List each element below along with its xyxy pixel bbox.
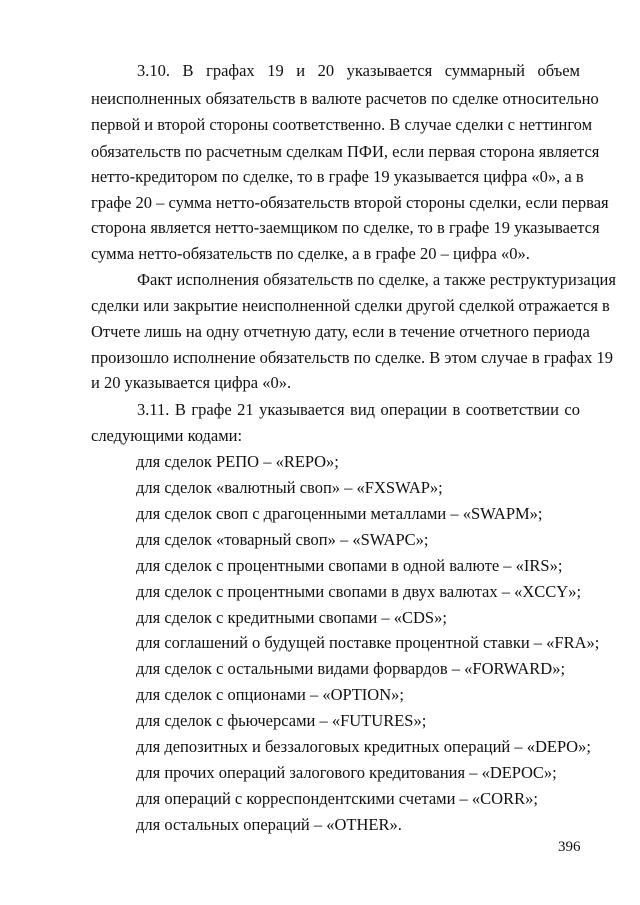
code-list-item: для сделок с фьючерсами – «FUTURES»; (136, 711, 427, 730)
para-3-10-line-4: обязательств по расчетным сделкам ПФИ, если первая сторона является (91, 142, 600, 161)
code-list-item: для сделок РЕПО – «REPO»; (136, 452, 339, 471)
para-3-11-line-1: 3.11. В графе 21 указывается вид операции в соответствии со (137, 400, 580, 419)
code-list-item: для сделок с остальными видами форвардов – «FORWARD»; (136, 659, 566, 678)
code-list-item: для остальных операций – «OTHER». (136, 815, 402, 834)
code-list-item: для сделок с процентными свопами в двух валютах – «XCCY»; (136, 582, 582, 601)
para-3-11-line-2: следующими кодами: (91, 426, 243, 445)
page-number: 396 (558, 839, 581, 855)
para-3-10-line-7: сторона является нетто-заемщиком по сделке, то в графе 19 указывается (91, 218, 600, 237)
para-3-10-line-2: неисполненных обязательств в валюте расчетов по сделке относительно (91, 89, 599, 108)
code-list-item: для сделок с кредитными свопами – «CDS»; (136, 608, 447, 627)
para-3-10-line-6: графе 20 – сумма нетто-обязательств второй стороны сделки, если первая (91, 193, 609, 212)
code-list-item: для сделок с опционами – «OPTION»; (136, 685, 404, 704)
code-list-item: для депозитных и беззалоговых кредитных операций – «DEPO»; (136, 737, 591, 756)
code-list-item: для сделок «валютный своп» – «FXSWAP»; (136, 478, 443, 497)
para-fact-line-3: Отчете лишь на одну отчетную дату, если в течение отчетного периода (91, 322, 590, 341)
code-list-item: для соглашений о будущей поставке процентной ставки – «FRA»; (136, 633, 600, 652)
para-fact-line-1: Факт исполнения обязательств по сделке, а также реструктуризация (137, 270, 616, 289)
code-list-item: для прочих операций залогового кредитования – «DEPOC»; (136, 763, 557, 782)
code-list-item: для сделок «товарный своп» – «SWAPC»; (136, 530, 429, 549)
code-list-item: для сделок с процентными свопами в одной валюте – «IRS»; (136, 556, 563, 575)
para-3-10-line-1: 3.10. В графах 19 и 20 указывается суммарный объем (137, 61, 580, 80)
code-list-item: для сделок своп с драгоценными металлами – «SWAPM»; (136, 504, 543, 523)
code-list-item: для операций с корреспондентскими счетами – «CORR»; (136, 789, 538, 808)
para-fact-line-5: и 20 указывается цифра «0». (91, 373, 292, 392)
para-3-10-line-8: сумма нетто-обязательств по сделке, а в графе 20 – цифра «0». (91, 244, 530, 263)
para-fact-line-2: сделки или закрытие неисполненной сделки другой сделкой отражается в (91, 296, 610, 315)
para-3-10-line-5: нетто-кредитором по сделке, то в графе 19 указывается цифра «0», а в (91, 167, 584, 186)
para-fact-line-4: произошло исполнение обязательств по сделке. В этом случае в графах 19 (91, 348, 614, 367)
para-3-10-line-3: первой и второй стороны соответственно. В случае сделки с неттингом (91, 115, 593, 134)
